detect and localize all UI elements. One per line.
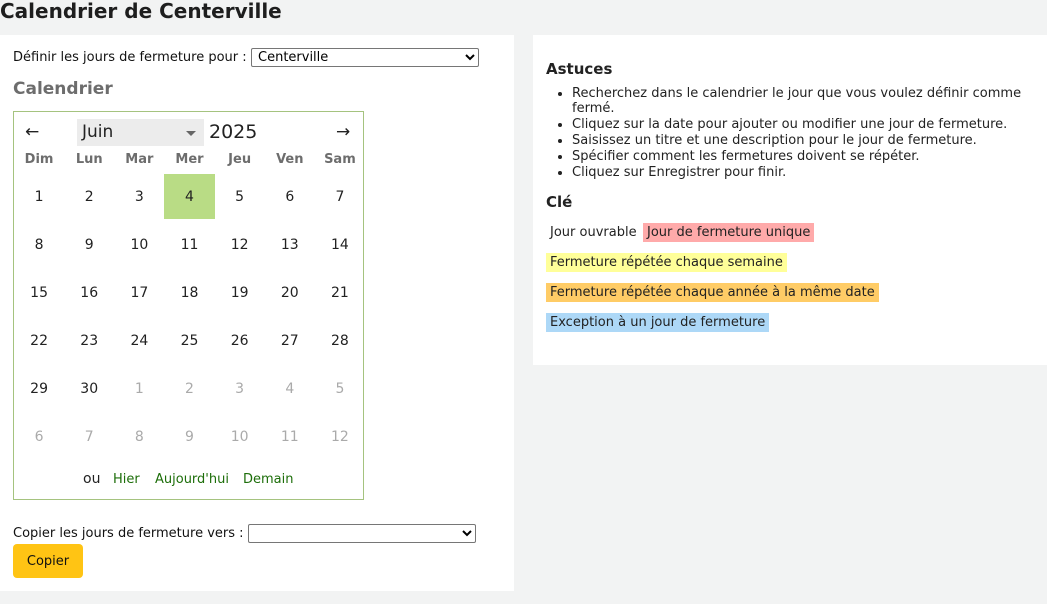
list-item: • Recherchez dans le calendrier le jour que vous voulez définir comme fermé. <box>572 86 1036 116</box>
month-select[interactable] <box>77 119 204 146</box>
week-row <box>14 222 365 267</box>
calendar-day[interactable]: 27 <box>280 332 299 349</box>
calendar-day-other-month[interactable]: 8 <box>134 428 144 445</box>
calendar-day-other-month[interactable]: 11 <box>280 428 299 445</box>
calendar-day-other-month[interactable]: 9 <box>185 428 194 445</box>
calendar-day[interactable]: 28 <box>331 332 349 349</box>
weekday-label: Dim <box>24 152 54 167</box>
list-item: • Cliquez sur Enregistrer pour finir. <box>572 165 1036 180</box>
copy-label: Copier les jours de fermeture vers : <box>13 526 244 541</box>
calendar-day[interactable]: 7 <box>335 188 345 205</box>
library-select[interactable] <box>251 48 479 67</box>
calendar-day-other-month[interactable]: 1 <box>134 380 144 397</box>
key-exception: Exception à un jour de fermeture <box>546 313 769 332</box>
calendar-day[interactable]: 16 <box>80 284 99 301</box>
calendar-day-other-month[interactable]: 10 <box>230 428 249 445</box>
weekday-label: Jeu <box>228 152 252 167</box>
week-row <box>14 270 365 315</box>
arrow-left-icon[interactable]: ← <box>25 122 40 142</box>
calendar-day-other-month[interactable]: 12 <box>331 428 349 445</box>
calendar-day[interactable]: 9 <box>84 236 94 253</box>
list-item: • Cliquez sur la date pour ajouter ou modifier une jour de fermeture. <box>572 117 1036 132</box>
calendar-day[interactable]: 5 <box>235 188 245 205</box>
calendar-day[interactable]: 26 <box>230 332 249 349</box>
calendar-day[interactable]: 8 <box>34 236 44 253</box>
calendar-day-other-month[interactable]: 6 <box>34 428 44 445</box>
calendar-day-other-month[interactable]: 7 <box>84 428 94 445</box>
calendar-day[interactable]: 13 <box>280 236 299 253</box>
calendar-day[interactable]: 2 <box>84 188 94 205</box>
week-row <box>14 174 365 219</box>
tips-list <box>546 86 1036 181</box>
calendar-day-other-month[interactable]: 4 <box>285 380 295 397</box>
calendar-day-other-month[interactable]: 3 <box>235 380 245 397</box>
closures-label: Définir les jours de fermeture pour : <box>13 50 247 65</box>
calendar-day-other-month[interactable]: 2 <box>185 380 194 397</box>
calendar-day[interactable]: 23 <box>80 332 99 349</box>
calendar-day[interactable]: 25 <box>180 332 199 349</box>
page-title: Calendrier de Centerville <box>0 0 282 23</box>
calendar-day[interactable]: 19 <box>230 284 249 301</box>
calendar-day[interactable]: 10 <box>130 236 149 253</box>
chevron-down-icon <box>186 131 196 136</box>
month-value: Juin <box>82 122 114 142</box>
calendar-day[interactable]: 1 <box>34 188 44 205</box>
calendar-day[interactable]: 24 <box>130 332 149 349</box>
year-input[interactable]: 2025 <box>209 121 258 143</box>
calendar-day[interactable]: 15 <box>30 284 48 301</box>
weekday-label: Ven <box>276 152 304 167</box>
calendar-day[interactable]: 30 <box>80 380 99 397</box>
calendar-day[interactable]: 18 <box>180 284 199 301</box>
weekday-header <box>14 152 365 167</box>
calendar-day[interactable]: 17 <box>130 284 149 301</box>
list-item: • Spécifier comment les fermetures doivent se répéter. <box>572 149 1036 164</box>
week-row <box>14 366 365 411</box>
list-item: • Saisissez un titre et une description pour le jour de fermeture. <box>572 133 1036 148</box>
key-weekly-closure: Fermeture répétée chaque semaine <box>546 253 787 272</box>
calendar-day[interactable]: 29 <box>30 380 48 397</box>
key-yearly-closure: Fermeture répétée chaque année à la même date <box>546 283 879 302</box>
weekday-label: Sam <box>324 152 356 167</box>
tomorrow-link[interactable]: Demain <box>243 472 294 487</box>
calendar-heading: Calendrier <box>13 79 113 99</box>
calendar-day-selected[interactable]: 4 <box>164 174 214 219</box>
yesterday-link[interactable]: Hier <box>113 472 140 487</box>
calendar-panel <box>0 35 514 591</box>
weekday-label: Mar <box>125 152 154 167</box>
tips-heading: Astuces <box>546 60 613 78</box>
copy-target-select[interactable] <box>248 524 476 543</box>
calendar-day[interactable]: 12 <box>230 236 249 253</box>
calendar-day[interactable]: 22 <box>30 332 48 349</box>
calendar-day-other-month[interactable]: 5 <box>335 380 345 397</box>
copy-button[interactable]: Copier <box>13 544 83 578</box>
calendar-day[interactable]: 14 <box>331 236 349 253</box>
help-panel <box>533 35 1047 365</box>
today-link[interactable]: Aujourd'hui <box>155 472 229 487</box>
week-row <box>14 318 365 363</box>
calendar-widget <box>13 111 364 500</box>
weekday-label: Lun <box>75 152 103 167</box>
calendar-day[interactable]: 6 <box>285 188 295 205</box>
calendar-day[interactable]: 11 <box>180 236 199 253</box>
key-working-day: Jour ouvrable <box>550 225 637 240</box>
key-single-closure: Jour de fermeture unique <box>643 223 814 242</box>
key-heading: Clé <box>546 193 573 211</box>
calendar-day[interactable]: 3 <box>134 188 144 205</box>
or-label: ou <box>83 471 101 487</box>
weekday-label: Mer <box>175 152 204 167</box>
week-row <box>14 414 365 459</box>
calendar-day[interactable]: 20 <box>280 284 299 301</box>
calendar-day[interactable]: 21 <box>331 284 349 301</box>
arrow-right-icon[interactable]: → <box>336 122 351 142</box>
